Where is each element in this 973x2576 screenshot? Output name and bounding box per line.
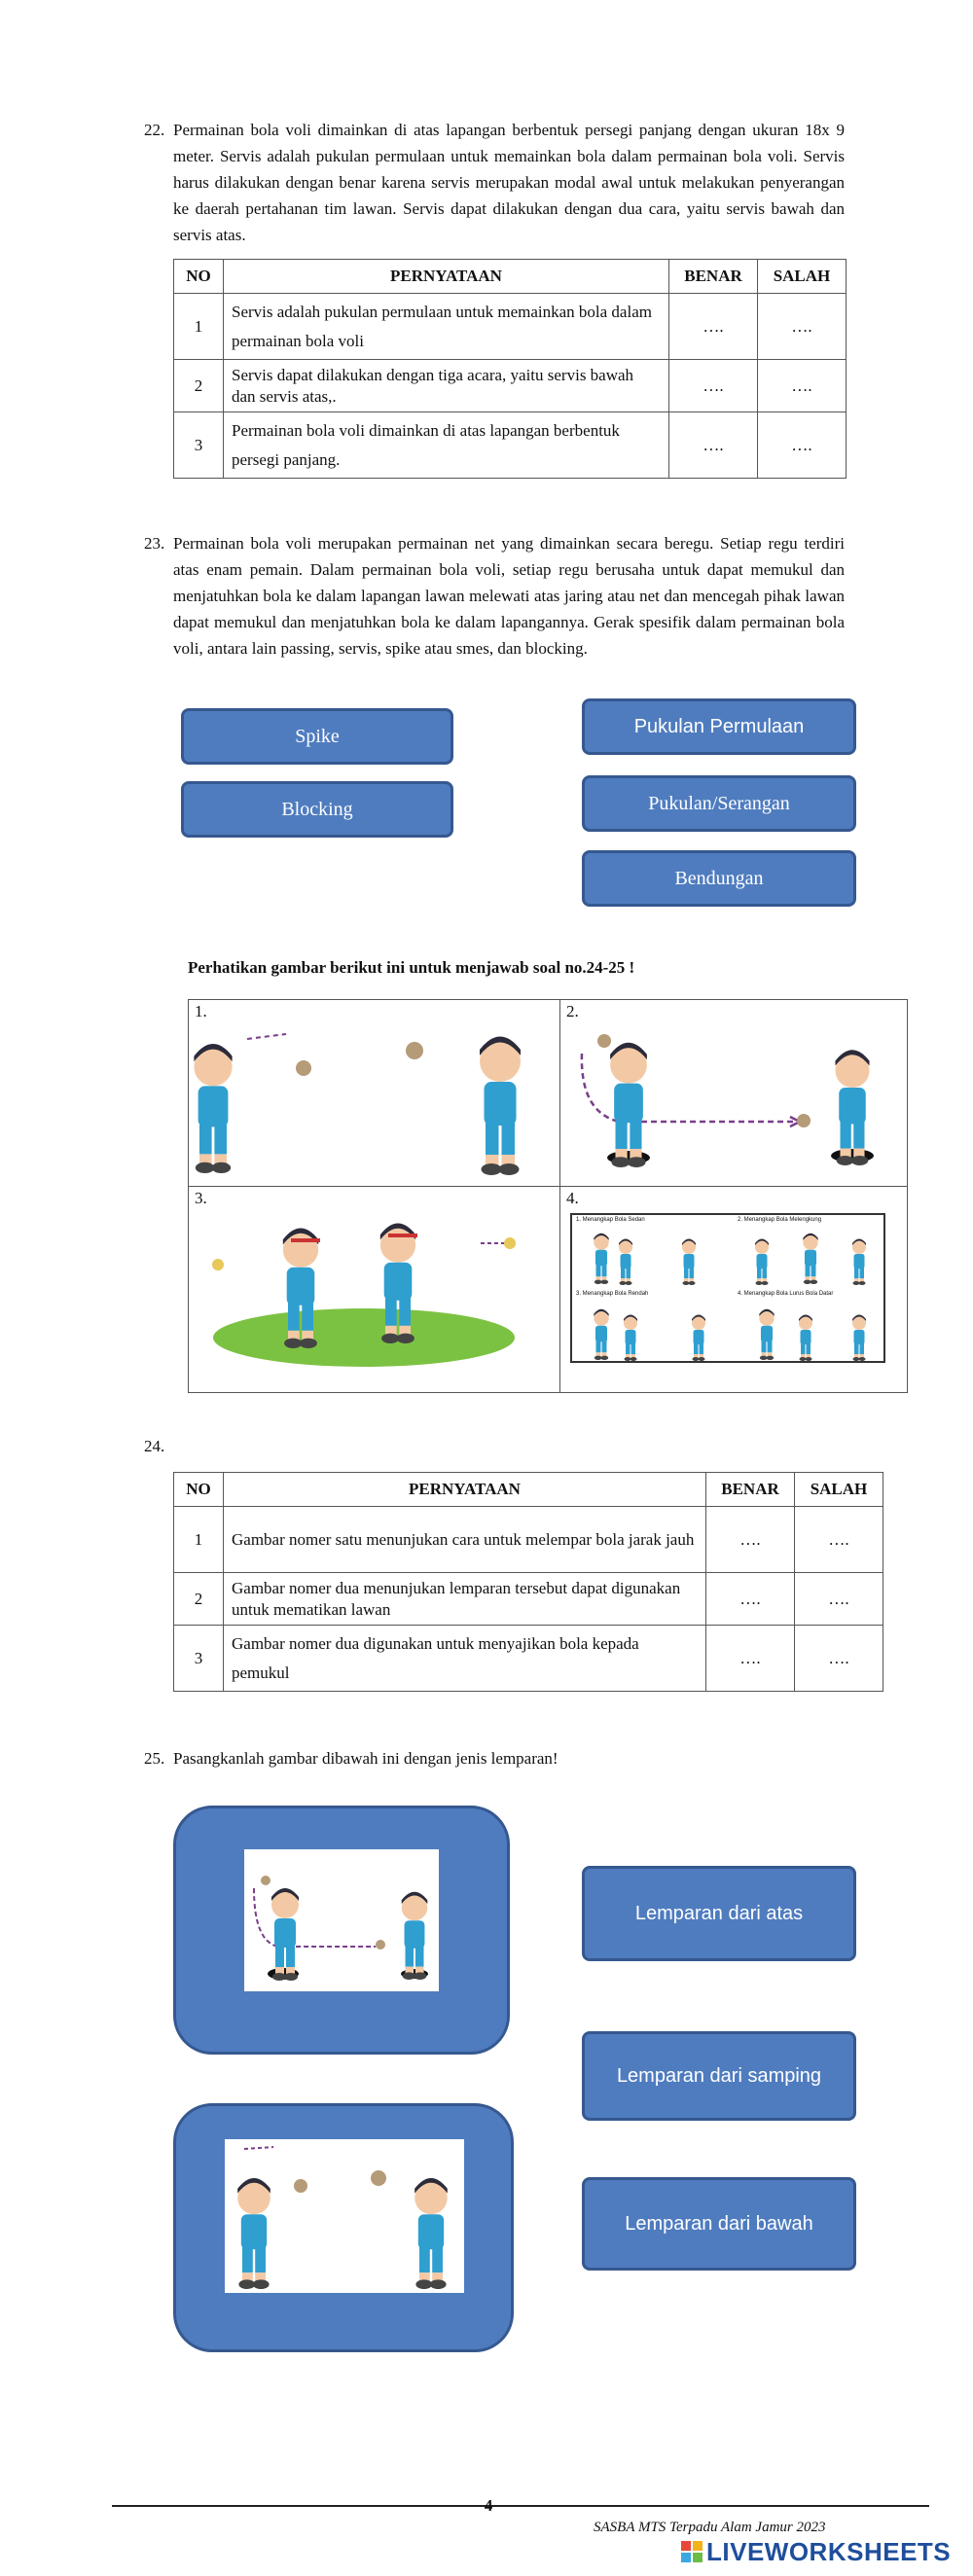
row-statement: Permainan bola voli dimainkan di atas lapangan berbentuk persegi panjang. — [224, 412, 669, 479]
catch-caption-3: 3. Menangkap Bola Rendah — [576, 1291, 649, 1297]
answer-salah[interactable]: …. — [758, 412, 847, 479]
catching-techniques-illustration — [570, 1213, 885, 1363]
picture-label: 2. — [566, 1002, 579, 1020]
row-statement: Servis adalah pukulan permulaan untuk memainkan bola dalam permainan bola voli — [224, 294, 669, 360]
row-statement: Gambar nomer dua menunjukan lemparan tersebut dapat digunakan untuk mematikan lawan — [224, 1573, 706, 1626]
catch-caption-2: 2. Menangkap Bola Melengkung — [738, 1217, 822, 1223]
liveworksheets-logo — [681, 2538, 951, 2565]
match-option-blocking[interactable]: Blocking — [181, 781, 453, 838]
row-statement: Gambar nomer dua digunakan untuk menyajikan bola kepada pemukul — [224, 1626, 706, 1692]
row-no: 1 — [174, 1507, 224, 1573]
table-row — [174, 1573, 883, 1626]
header-pernyataan: PERNYATAAN — [224, 1473, 706, 1507]
question-23-number: 23. — [144, 534, 165, 553]
picture-label: 1. — [195, 1002, 207, 1020]
question-23-text: Permainan bola voli merupakan permainan net yang dimainkan secara beregu. Setiap regu terdiri atas enam pemain. Dalam permainan bola voli, setiap regu berusaha untuk dapat memukul dan menjatuhkan bola ke dalam lapangan lawan melewati atas jaring atau net dan mencegah pihak lawan dapat memukul dan menjatuhkan bola ke dalam lapangannya. Gerak spesifik dalam permainan bola voli, antara lain passing, servis, spike atau smes, dan blocking. — [173, 534, 845, 658]
catch-caption-4: 4. Menangkap Bola Lurus Bola Datar — [738, 1291, 834, 1297]
table-row — [174, 412, 847, 479]
row-no: 3 — [174, 412, 224, 479]
liveworksheets-brand: LIVEWORKSHEETS — [706, 2536, 952, 2566]
sidearm-throw-illustration — [189, 1187, 559, 1392]
table-header-row — [174, 1473, 883, 1507]
row-statement: Servis dapat dilakukan dengan tiga acara, yaitu servis bawah dan servis atas,. — [224, 360, 669, 412]
match-option-bendungan[interactable]: Bendungan — [582, 850, 856, 907]
question-22-table — [173, 259, 847, 479]
match-option-pukulan-permulaan[interactable]: Pukulan Permulaan — [582, 698, 856, 755]
answer-benar[interactable]: …. — [669, 360, 758, 412]
picture-panel-1 — [188, 999, 560, 1187]
answer-salah[interactable]: …. — [795, 1626, 883, 1692]
question-24-table — [173, 1472, 883, 1692]
catch-caption-1: 1. Menangkap Bola Sedan — [576, 1217, 645, 1223]
answer-benar[interactable]: …. — [706, 1626, 795, 1692]
row-no: 1 — [174, 294, 224, 360]
header-salah: SALAH — [758, 260, 847, 294]
picture-instruction: Perhatikan gambar berikut ini untuk menjawab soal no.24-25 ! — [188, 958, 635, 977]
table-row — [174, 1507, 883, 1573]
picture-label: 4. — [566, 1189, 579, 1207]
throw-type-from-side[interactable]: Lemparan dari samping — [582, 2031, 856, 2121]
school-footer: SASBA MTS Terpadu Alam Jamur 2023 — [594, 2520, 826, 2535]
header-no: NO — [174, 260, 224, 294]
footer-divider — [112, 2505, 929, 2507]
match-option-pukulan-serangan[interactable]: Pukulan/Serangan — [582, 775, 856, 832]
picture-panel-4 — [559, 1186, 908, 1393]
page-number: 4 — [484, 2496, 493, 2515]
answer-salah[interactable]: …. — [758, 294, 847, 360]
underhand-throw-illustration — [560, 1000, 907, 1186]
row-no: 2 — [174, 360, 224, 412]
picture-label: 3. — [195, 1189, 207, 1207]
throw-type-from-above[interactable]: Lemparan dari atas — [582, 1866, 856, 1961]
draggable-picture-overhand[interactable] — [173, 2103, 514, 2352]
answer-salah[interactable]: …. — [795, 1507, 883, 1573]
row-statement: Gambar nomer satu menunjukan cara untuk melempar bola jarak jauh — [224, 1507, 706, 1573]
question-22-number: 22. — [144, 121, 165, 139]
question-25-number: 25. — [144, 1749, 165, 1768]
overhand-throw-image — [225, 2139, 464, 2293]
answer-salah[interactable]: …. — [795, 1573, 883, 1626]
header-benar: BENAR — [706, 1473, 795, 1507]
answer-benar[interactable]: …. — [706, 1507, 795, 1573]
throw-type-from-below[interactable]: Lemparan dari bawah — [582, 2177, 856, 2271]
question-22-text: Permainan bola voli dimainkan di atas lapangan berbentuk persegi panjang dengan ukuran 18x 9 meter. Servis adalah pukulan permulaan untuk memainkan bola dalam permainan bola voli. Servis harus dilakukan dengan benar karena servis merupakan modal awal untuk melakukan penyerangan ke daerah pertahanan tim lawan. Servis dapat dilakukan dengan dua cara, yaitu servis bawah dan servis atas. — [173, 121, 845, 244]
table-row — [174, 1626, 883, 1692]
table-row — [174, 360, 847, 412]
row-no: 2 — [174, 1573, 224, 1626]
table-row — [174, 294, 847, 360]
table-header-row — [174, 260, 847, 294]
answer-benar[interactable]: …. — [669, 412, 758, 479]
row-no: 3 — [174, 1626, 224, 1692]
header-no: NO — [174, 1473, 224, 1507]
question-24-number: 24. — [144, 1437, 165, 1455]
picture-panel-2 — [559, 999, 908, 1187]
answer-salah[interactable]: …. — [758, 360, 847, 412]
answer-benar[interactable]: …. — [669, 294, 758, 360]
header-pernyataan: PERNYATAAN — [224, 260, 669, 294]
question-25-text: Pasangkanlah gambar dibawah ini dengan jenis lemparan! — [173, 1749, 559, 1768]
answer-benar[interactable]: …. — [706, 1573, 795, 1626]
picture-panel-3 — [188, 1186, 560, 1393]
overhand-throw-illustration — [189, 1000, 559, 1186]
liveworksheets-icon — [681, 2541, 703, 2562]
header-benar: BENAR — [669, 260, 758, 294]
match-option-spike[interactable]: Spike — [181, 708, 453, 765]
underhand-throw-image — [244, 1849, 439, 1991]
draggable-picture-underhand[interactable] — [173, 1806, 510, 2055]
header-salah: SALAH — [795, 1473, 883, 1507]
